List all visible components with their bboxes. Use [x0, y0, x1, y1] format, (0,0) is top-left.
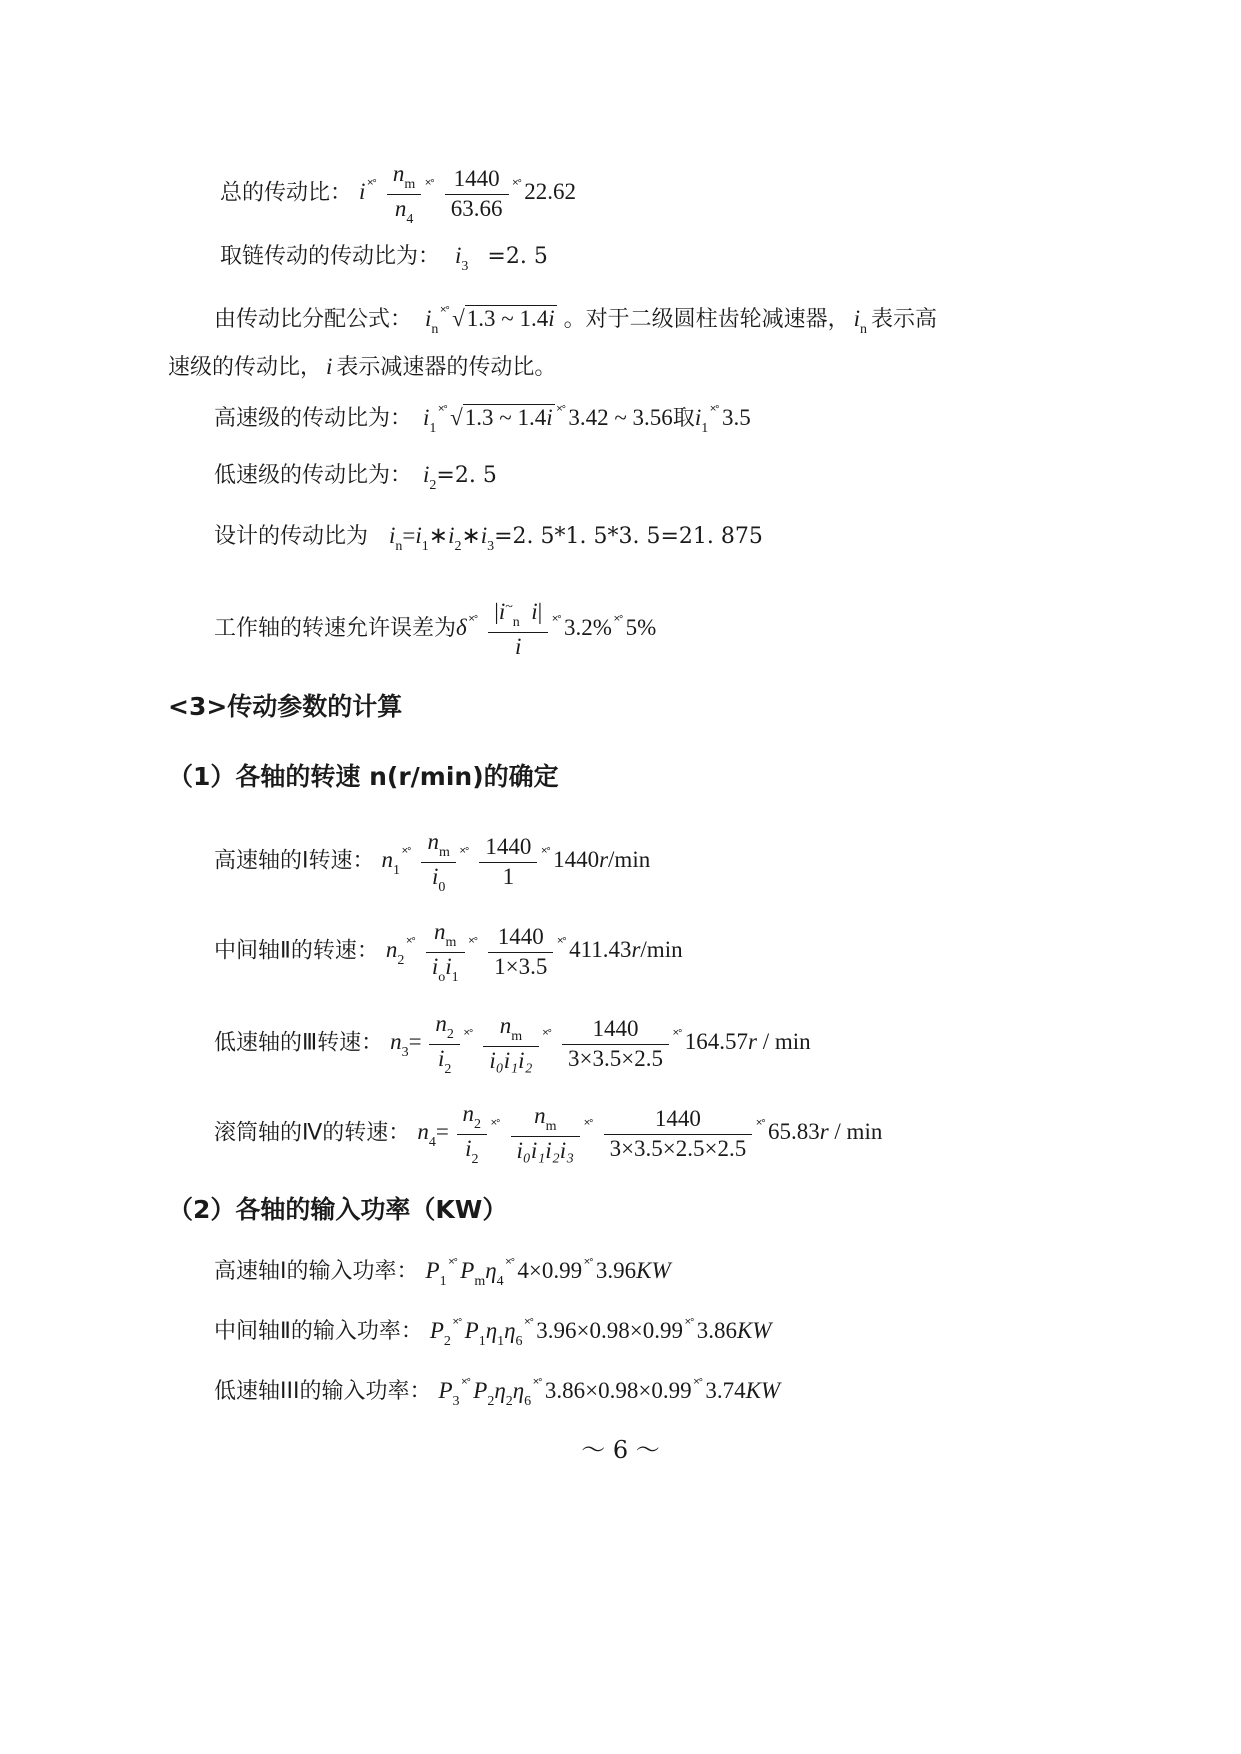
- fraction: $\frac{1440}{3\times 3.5\times 2.5}$: [562, 1015, 669, 1074]
- power-p1-label: 高速轴Ⅰ的输入功率：: [214, 1259, 419, 1284]
- fraction: $\frac{n_2}{i_2}$: [457, 1100, 488, 1168]
- power-p3-line: 低速轴III的输入功率： $P_3^{˟˚}$ $P_2\eta_2\eta_6^{˟˚}$ 3.86×0.98×0.99 ˟˚ 3.74KW: [214, 1377, 781, 1409]
- power-p3-label: 低速轴III的输入功率：: [214, 1379, 432, 1404]
- high-stage-label: 高速级的传动比为：: [214, 406, 413, 431]
- high-stage-line: 高速级的传动比为： $i_1^{˟˚}$ √1.3 ~ 1.4i ˟˚ 3.42 ~ 3.56取$i_1^{˟˚}$ 3.5: [214, 404, 751, 436]
- speed-n1-line: 高速轴的Ⅰ转速： $n_1^{˟˚}$ $\frac{n_m}{i_0}$ ˟˚ $\frac{1440}{1}$ ˟˚ 1440r/min: [214, 829, 651, 895]
- page-number: ～ 6 ～: [581, 1436, 660, 1464]
- chain-ratio-value: =2. 5: [487, 244, 548, 269]
- speed-n4-line: 滚筒轴的Ⅳ的转速： $n_4=$ $\frac{n_2}{i_2}$ ˟˚ $\frac{n_m}{\text{i₀i₁i₂i₃}}$ ˟˚ $\frac{1440}{3\times 3.5\times 2.5\times 2.5}$ ˟˚ 65.83r / min: [214, 1101, 883, 1167]
- fraction: $\frac{n_2}{i_2}$: [429, 1010, 460, 1078]
- fraction: $\frac{n_m}{\text{i₀i₁i₂i₃}}$: [511, 1102, 581, 1165]
- equals-glyph: ˟˚: [367, 178, 377, 195]
- speed-n4-label: 滚筒轴的Ⅳ的转速：: [214, 1120, 411, 1146]
- distribution-line-cont: 速级的传动比， i 表示减速器的传动比。: [168, 354, 557, 380]
- power-p2-line: 中间轴Ⅱ的输入功率： $P_2^{˟˚}$ $P_1\eta_1\eta_6^{˟˚}$ 3.96×0.98×0.99 ˟˚ 3.86KW: [214, 1317, 772, 1349]
- speed-n3-label: 低速轴的Ⅲ转速：: [214, 1030, 384, 1056]
- fraction: $\frac{n_m}{i_0}$: [421, 828, 455, 896]
- fraction: $\frac{1440}{1\times 3.5}$: [488, 923, 553, 982]
- subsection-heading-speeds: （1）各轴的转速 n(r/min)的确定: [168, 762, 559, 791]
- distribution-line: 由传动比分配公式： $i_n^{˟˚}$ √1.3 ~ 1.4i 。对于二级圆柱齿轮减速器， $i_n$ 表示高: [214, 305, 938, 337]
- ratio-var: i: [359, 179, 366, 205]
- power-p1-line: 高速轴Ⅰ的输入功率： $P_1^{˟˚}$ $P_m\eta_4^{˟˚}$ 4×0.99 ˟˚ 3.96KW: [214, 1257, 671, 1289]
- low-stage-line: 低速级的传动比为： $i_2=2$. 5: [214, 462, 497, 493]
- fraction: $\frac{1440}{3\times 3.5\times 2.5\times 2.5}$: [604, 1105, 753, 1164]
- total-ratio-line: 总的传动比： i ˟˚ $\frac{n_m}{n_4}$ ˟˚ $\frac{1440}{63.66}$ ˟˚ 22.62: [220, 161, 576, 227]
- power-p2-label: 中间轴Ⅱ的输入功率：: [214, 1319, 423, 1344]
- total-ratio-result: 22.62: [524, 179, 576, 205]
- chain-ratio-label: 取链传动的传动比为：: [220, 244, 441, 269]
- design-ratio-label: 设计的传动比为: [214, 524, 369, 549]
- speed-n2-label: 中间轴Ⅱ的转速：: [214, 938, 379, 964]
- speed-error-label: 工作轴的转速允许误差为: [214, 615, 457, 641]
- fraction: $\frac{n_m}{i_oi_1}$: [426, 918, 465, 986]
- total-ratio-label: 总的传动比：: [220, 180, 353, 206]
- speed-n2-line: 中间轴Ⅱ的转速： $n_2^{˟˚}$ $\frac{n_m}{i_oi_1}$ ˟˚ $\frac{1440}{1\times 3.5}$ ˟˚ 411.43r/min: [214, 919, 683, 985]
- subsection-heading-power: （2）各轴的输入功率（KW）: [168, 1195, 508, 1224]
- fraction: $\frac{n_m}{\text{i₀i₁i₂}}$: [483, 1012, 538, 1075]
- speed-n3-line: 低速轴的Ⅲ转速： $n_3=$ $\frac{n_2}{i_2}$ ˟˚ $\frac{n_m}{\text{i₀i₁i₂}}$ ˟˚ $\frac{1440}{3\times 3.5\times 2.5}$ ˟˚ 164.57r / min: [214, 1011, 811, 1077]
- fraction: $\frac{|i^\sim_n i|}{i}$: [488, 598, 548, 661]
- fraction: $\frac{n_m}{n_4}$: [387, 160, 421, 228]
- speed-n1-label: 高速轴的Ⅰ转速：: [214, 848, 375, 874]
- fraction: $\frac{1440}{1}$: [479, 833, 537, 892]
- section-heading: <3>传动参数的计算: [168, 692, 403, 721]
- speed-error-line: 工作轴的转速允许误差为δ ˟˚ $\frac{|i^\sim_n i|}{i}$ ˟˚ 3.2% ˟˚ 5%: [214, 598, 656, 661]
- fraction: $\frac{1440}{63.66}$: [445, 165, 509, 224]
- distribution-label: 由传动比分配公式：: [214, 307, 413, 332]
- design-ratio-value: =2. 5*1. 5*3. 5=21. 875: [494, 524, 763, 549]
- chain-ratio-line: 取链传动的传动比为： $i_3 =2$. 5: [220, 243, 548, 274]
- low-stage-label: 低速级的传动比为：: [214, 463, 413, 488]
- design-ratio-line: 设计的传动比为 $i_n=i_1∗i_2∗i_3=2$. 5*1. 5*3. 5=21. 875: [214, 523, 763, 554]
